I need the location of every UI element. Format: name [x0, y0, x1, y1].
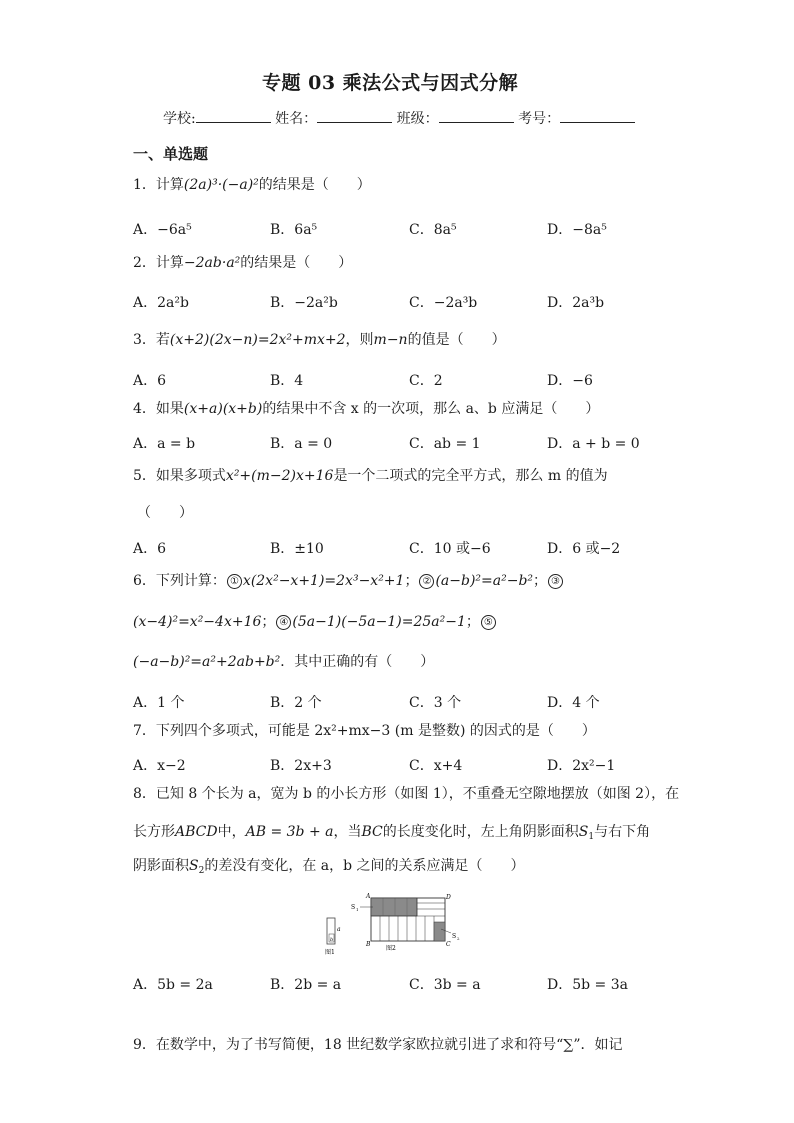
- q2-option-c[interactable]: C．−2a³b: [409, 295, 478, 311]
- q5-option-b[interactable]: B．±10: [270, 541, 324, 557]
- fig2-shade-s2: [434, 922, 445, 941]
- circled-4: ④: [276, 615, 291, 630]
- question-3: [133, 333, 506, 347]
- class-label: 班级：: [396, 111, 439, 127]
- q5-stem-end: 是一个二项式的完全平方式，那么 m 的值为: [333, 468, 608, 484]
- q1-option-a[interactable]: A．−6a⁵: [133, 222, 192, 238]
- question-7: 7．下列四个多项式，可能是 2x²+mx−3 (m 是整数) 的因式的是（ ）: [133, 723, 596, 739]
- q1-expression: (2a)³·(−a)²: [183, 177, 259, 193]
- student-info-line: [163, 108, 635, 128]
- question-5: [133, 469, 608, 483]
- question-6-line2: (x−4)²=x²−4x+16； ④ (5a−1)(−5a−1)=25a²−1； ⑤: [133, 615, 497, 630]
- fig2-label-C: C: [446, 941, 451, 948]
- q4-option-d[interactable]: D．a + b = 0: [547, 436, 640, 452]
- fig2-label-B: B: [366, 941, 371, 948]
- q4-option-a[interactable]: A．a = b: [133, 436, 196, 452]
- q8-bc: BC: [361, 824, 383, 840]
- question-2: [133, 256, 352, 270]
- q2-option-b[interactable]: B．−2a²b: [270, 295, 338, 311]
- q4-stem-end: 的结果中不含 x 的一次项，那么 a、b 应满足（ ）: [262, 401, 600, 417]
- q4-option-b[interactable]: B．a = 0: [270, 436, 333, 452]
- q3-option-d[interactable]: D．−6: [547, 373, 593, 389]
- q4-expression: (x+a)(x+b): [183, 401, 263, 417]
- q1-option-d[interactable]: D．−8a⁵: [547, 222, 607, 238]
- q8-text: 阴影面积: [133, 858, 189, 874]
- q7-option-c[interactable]: C．x+4: [409, 758, 463, 774]
- q8-s2-sub: 2: [198, 866, 205, 876]
- fig2-label-s2: S: [452, 933, 457, 940]
- question-8-line2: [133, 824, 651, 842]
- q6-stem-end: ．其中正确的有（ ）: [280, 654, 435, 670]
- q8-s2: S: [189, 858, 199, 874]
- q8-option-a[interactable]: A．5b = 2a: [133, 977, 213, 993]
- q4-option-c[interactable]: C．ab = 1: [409, 436, 481, 452]
- q5-expression: x²+(m−2)x+16: [225, 468, 334, 484]
- q8-text: 中，: [217, 824, 246, 840]
- q8-text: 的长度变化时，左上角阴影面积: [382, 824, 579, 840]
- fig1-label-b: b: [330, 937, 334, 943]
- q5-option-a[interactable]: A．6: [133, 541, 167, 557]
- question-8-line3: [133, 858, 525, 876]
- q1-stem: 1．计算: [133, 177, 184, 193]
- q2-expression: −2ab·a²: [183, 255, 241, 271]
- section-heading: 一、单选题: [133, 145, 209, 163]
- q3-stem-mid: ，则: [345, 332, 374, 348]
- fig2-label-s2-sub: 2: [457, 936, 460, 941]
- q3-option-b[interactable]: B．4: [270, 373, 304, 389]
- q4-stem: 4．如果: [133, 401, 184, 417]
- q8-option-b[interactable]: B．2b = a: [270, 977, 342, 993]
- question-9-line1: 9．在数学中，为了书写简便，18 世纪数学家欧拉就引进了求和符号“∑”．如记: [133, 1037, 623, 1053]
- q8-s1: S: [578, 824, 589, 840]
- q3-stem: 3．若: [133, 332, 170, 348]
- name-label: 姓名：: [275, 111, 318, 127]
- q2-stem-end: 的结果是（ ）: [240, 255, 353, 271]
- q3-stem-end: 的值是（ ）: [407, 332, 506, 348]
- q6-item-2: (a−b)²=a²−b²: [435, 573, 534, 589]
- q1-option-c[interactable]: C．8a⁵: [409, 222, 457, 238]
- q8-text: 与右下角: [594, 824, 651, 840]
- fig2-label-D: D: [446, 894, 451, 901]
- circled-5: ⑤: [481, 615, 496, 630]
- q5-option-d[interactable]: D．6 或−2: [547, 541, 621, 557]
- q6-stem: 6．下列计算：: [133, 573, 226, 589]
- exam-number-label: 考号：: [518, 111, 561, 127]
- fig1-label-a: a: [337, 926, 341, 933]
- q8-option-c[interactable]: C．3b = a: [409, 977, 481, 993]
- q7-option-b[interactable]: B．2x+3: [270, 758, 332, 774]
- fig2-label-s1-sub: 1: [356, 907, 359, 912]
- circled-2: ②: [419, 574, 434, 589]
- question-6-line3: [133, 655, 434, 669]
- question-4: [133, 402, 599, 416]
- question-8-line1: 8．已知 8 个长为 a，宽为 b 的小长方形（如图 1），不重叠无空隙地摆放（如图 2），在: [133, 786, 680, 802]
- q6-item-1: x(2x²−x+1)=2x³−x²+1: [242, 573, 405, 589]
- q2-stem: 2．计算: [133, 255, 184, 271]
- q2-option-d[interactable]: D．2a³b: [547, 295, 605, 311]
- q1-stem-end: 的结果是（ ）: [258, 177, 371, 193]
- q5-option-c[interactable]: C．10 或−6: [409, 541, 491, 557]
- q8-option-d[interactable]: D．5b = 3a: [547, 977, 628, 993]
- q8-figure: [320, 888, 470, 960]
- q5-answer-paren: （ ）: [137, 505, 193, 521]
- q8-rect-abcd: ABCD: [175, 824, 218, 840]
- q6-item-5: (−a−b)²=a²+2ab+b²: [133, 654, 281, 670]
- q3-equation: (x+2)(2x−n)=2x²+mx+2: [169, 332, 346, 348]
- q7-option-a[interactable]: A．x−2: [133, 758, 186, 774]
- q5-stem: 5．如果多项式: [133, 468, 226, 484]
- fig2-label-s1: S: [351, 904, 356, 911]
- exam-number-blank[interactable]: [560, 108, 635, 123]
- q1-option-b[interactable]: B．6a⁵: [270, 222, 318, 238]
- question-1: [133, 178, 371, 192]
- q6-item-3: (x−4)²=x²−4x+16: [133, 614, 262, 630]
- q8-text: 长方形: [133, 824, 175, 840]
- fig2-caption: 图2: [386, 945, 396, 952]
- name-blank[interactable]: [317, 108, 392, 123]
- q8-s1-sub: 1: [588, 832, 595, 842]
- circled-1: ①: [227, 574, 242, 589]
- question-6-line1: 6．下列计算： ① x(2x²−x+1)=2x³−x²+1； ② (a−b)²=a²−b²； ③: [133, 574, 564, 589]
- q7-option-d[interactable]: D．2x²−1: [547, 758, 616, 774]
- q2-option-a[interactable]: A．2a²b: [133, 295, 189, 311]
- q6-item-4: (5a−1)(−5a−1)=25a²−1: [292, 614, 466, 630]
- q6-option-d[interactable]: D．4 个: [547, 695, 600, 711]
- fig1-caption: 图1: [325, 949, 335, 956]
- circled-3: ③: [548, 574, 563, 589]
- q6-option-a[interactable]: A．1 个: [133, 695, 185, 711]
- page-title: 专题 03 乘法公式与因式分解: [262, 72, 519, 94]
- q8-text: 的差没有变化，在 a，b 之间的关系应满足（ ）: [204, 858, 525, 874]
- q3-option-c[interactable]: C．2: [409, 373, 443, 389]
- fig2-label-A: A: [366, 893, 371, 900]
- q8-ab-equation: AB = 3b + a: [245, 824, 334, 840]
- school-label: 学校:: [163, 111, 196, 127]
- q6-option-c[interactable]: C．3 个: [409, 695, 462, 711]
- class-blank[interactable]: [439, 108, 514, 123]
- q3-option-a[interactable]: A．6: [133, 373, 167, 389]
- school-blank[interactable]: [196, 108, 271, 123]
- fig2-shade-s1: [371, 898, 417, 916]
- q3-target: m−n: [373, 332, 408, 348]
- q6-option-b[interactable]: B．2 个: [270, 695, 322, 711]
- q8-text: ，当: [333, 824, 362, 840]
